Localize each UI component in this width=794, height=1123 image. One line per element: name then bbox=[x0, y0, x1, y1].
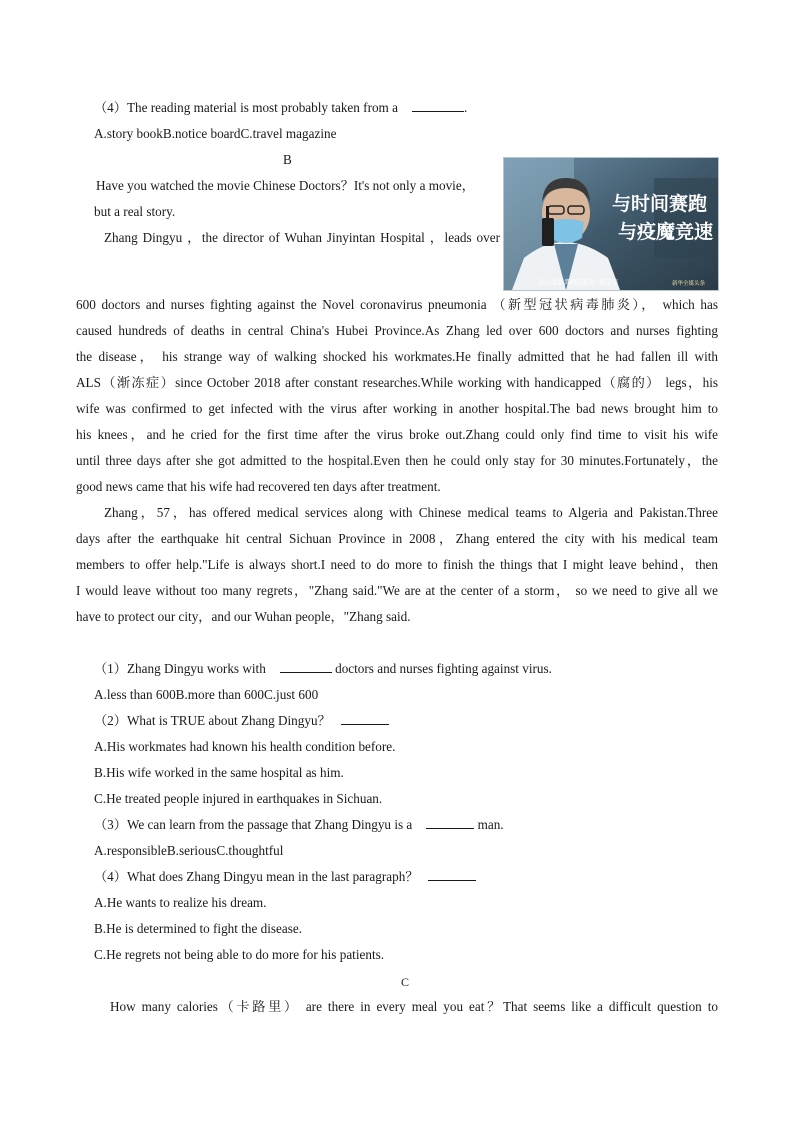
prev-question-4: （4）The reading material is most probably taken from a . bbox=[94, 100, 468, 115]
photo-title-line1: 与时间赛跑 bbox=[612, 193, 708, 215]
section-b-label: B bbox=[283, 152, 292, 167]
answer-blank bbox=[341, 713, 389, 725]
prev-question-4-options: A.story bookB.notice boardC.travel magazine bbox=[94, 126, 337, 141]
question-2-option-b: B.His wife worked in the same hospital as him. bbox=[94, 765, 344, 780]
question-3: （3）We can learn from the passage that Zhang Dingyu is a man. bbox=[94, 817, 504, 832]
section-c-line1: How many calories（卡路里） are there in every meal you eat？That seems like a difficult question to bbox=[110, 999, 718, 1014]
para3-line: days after the earthquake hit central Sichuan Province in 2008，Zhang entered the city with his medical team bbox=[76, 531, 718, 546]
question-4: （4）What does Zhang Dingyu mean in the last paragraph？ bbox=[94, 869, 476, 885]
photo-watermark: 新华全媒头条 bbox=[672, 281, 706, 287]
para2-line: until three days after she got admitted to the hospital.Even then he could only stay for 30 minutes.Fortunately，the bbox=[76, 453, 718, 468]
question-4-option-a: A.He wants to realize his dream. bbox=[94, 895, 267, 910]
photo-title-line2: 与疫魔竞速 bbox=[618, 221, 714, 243]
para2-line-last: good news came that his wife had recovered ten days after treatment. bbox=[76, 479, 441, 494]
para3-line: I would leave without too many regrets，"Zhang said."We are at the center of a storm， so we need to give all we bbox=[76, 583, 718, 598]
question-2-option-c: C.He treated people injured in earthquakes in Sichuan. bbox=[94, 791, 383, 806]
para2-line: ALS（渐冻症）since October 2018 after constant researches.While working with handicapped（腐的） legs，his bbox=[76, 375, 718, 390]
para2-line: wife was confirmed to get infected with the virus after working in another hospital.The bad news brought him to bbox=[76, 401, 718, 416]
para2-line: 600 doctors and nurses fighting against the Novel coronavirus pneumonia （新型冠状病毒肺炎）， which has bbox=[76, 297, 718, 312]
question-1-options: A.less than 600B.more than 600C.just 600 bbox=[94, 687, 319, 702]
question-4-option-c: C.He regrets not being able to do more for his patients. bbox=[94, 947, 385, 962]
para2-line: his knees，and he cried for the first time after the virus broke out.Zhang could only find time to visit his wife bbox=[76, 427, 718, 442]
question-1: （1）Zhang Dingyu works with doctors and nurses fighting against virus. bbox=[94, 661, 552, 676]
para2-line: caused hundreds of deaths in central China's Hubei Province.As Zhang led over 600 doctors and nurses fighting bbox=[76, 323, 718, 338]
para3-line-last: have to protect our city，and our Wuhan people，"Zhang said. bbox=[76, 609, 411, 624]
para1-line2: but a real story. bbox=[94, 204, 176, 219]
para3-line: Zhang，57，has offered medical services along with Chinese medical teams to Algeria and Pakistan.Three bbox=[104, 505, 718, 520]
question-2: （2）What is TRUE about Zhang Dingyu？ bbox=[94, 713, 389, 729]
doctor-photo bbox=[503, 157, 719, 291]
answer-blank bbox=[280, 661, 332, 673]
photo-sub-caption: 武汉金银潭医院院长 张定宇 bbox=[538, 278, 619, 286]
para2-line: the disease， his strange way of walking shocked his workmates.He finally admitted that he had fallen ill with bbox=[76, 349, 718, 364]
para2-line1: Zhang Dingyu ，the director of Wuhan Jinyintan Hospital ，leads over bbox=[104, 230, 500, 245]
para1-line1: Have you watched the movie Chinese Doctors？It's not only a movie， bbox=[96, 178, 475, 193]
answer-blank bbox=[428, 869, 476, 881]
question-4-option-b: B.He is determined to fight the disease. bbox=[94, 921, 303, 936]
question-3-options: A.responsibleB.seriousC.thoughtful bbox=[94, 843, 284, 858]
question-2-option-a: A.His workmates had known his health condition before. bbox=[94, 739, 396, 754]
doctor-photo-illustration bbox=[504, 158, 718, 290]
answer-blank bbox=[412, 100, 464, 112]
para3-line: members to offer help."Life is always short.I need to do more to finish the things that I might leave behind，then bbox=[76, 557, 718, 572]
answer-blank bbox=[426, 817, 474, 829]
section-c-label: C bbox=[401, 975, 410, 989]
